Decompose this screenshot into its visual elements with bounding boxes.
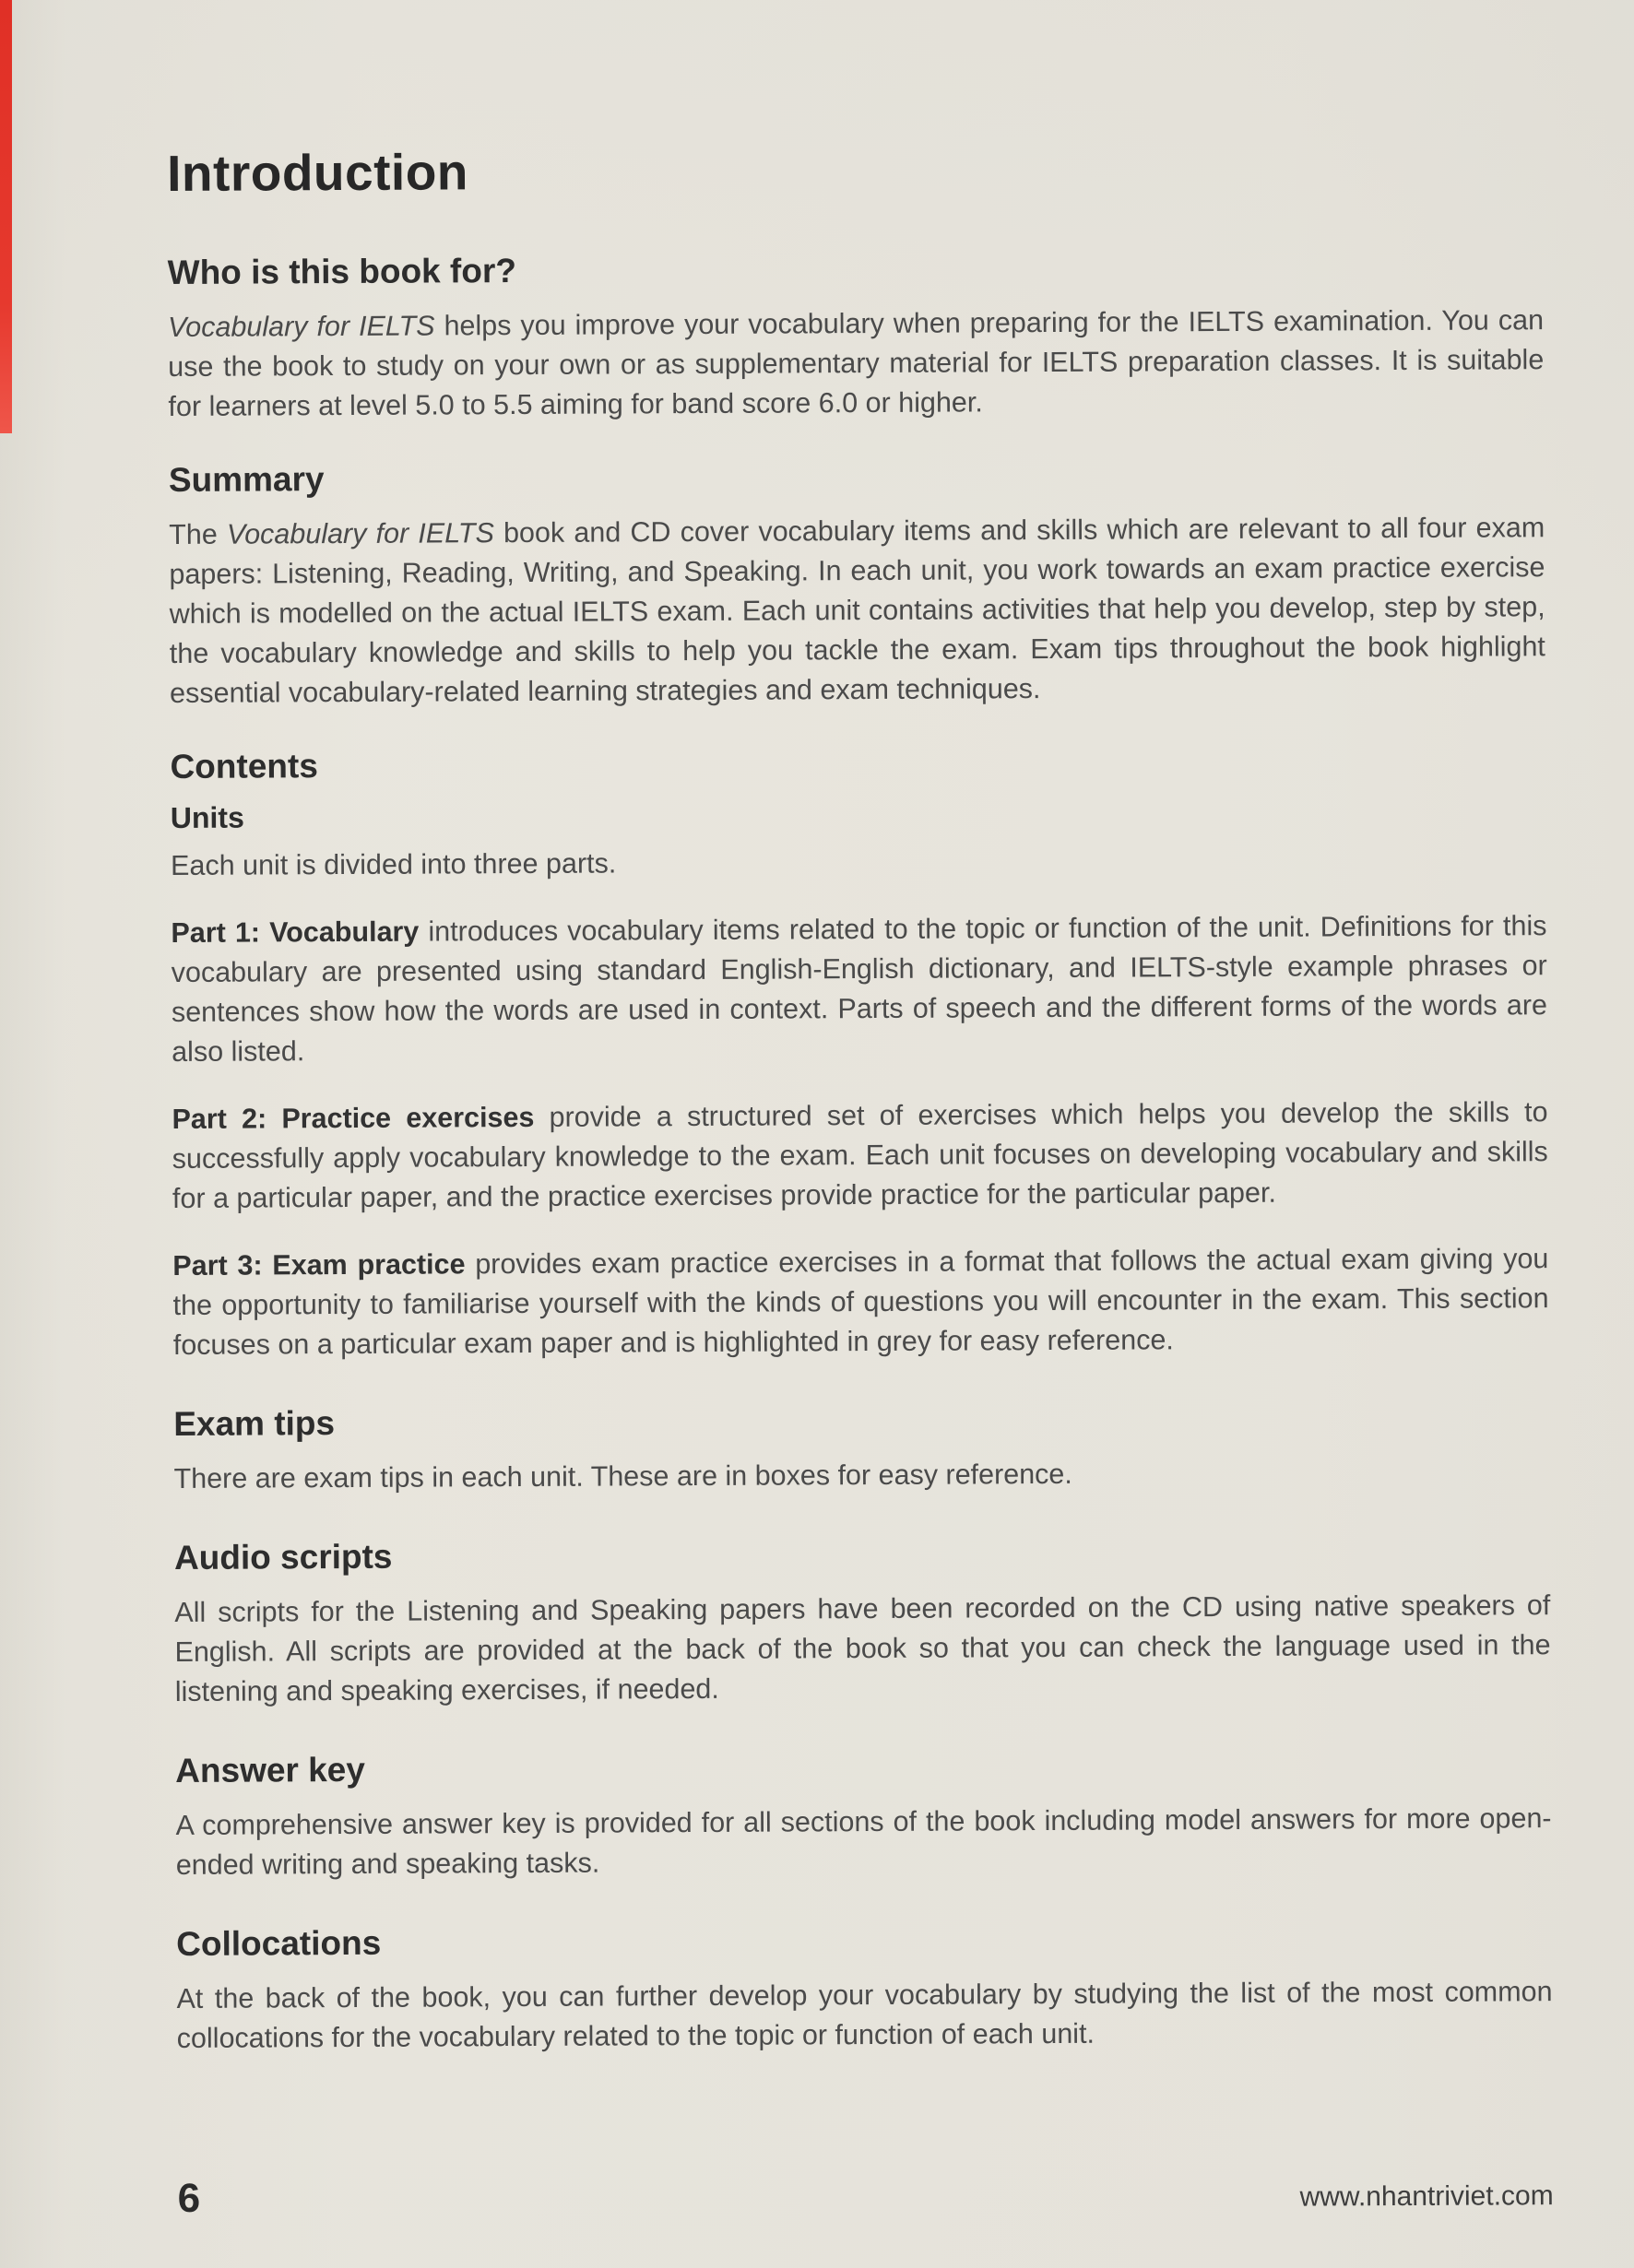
subsection-heading-units: Units — [170, 800, 244, 834]
scan-red-edge-strip — [0, 0, 12, 433]
section-exam-tips — [173, 1397, 1550, 1499]
section-heading-collocations: Collocations — [176, 1923, 382, 1963]
section-collocations — [176, 1917, 1553, 2059]
section-summary — [169, 453, 1545, 714]
section-contents — [170, 739, 1548, 1365]
units-intro-text: Each unit is divided into three parts. — [171, 847, 617, 881]
who-book-title-italic: Vocabulary for IELTS — [167, 310, 435, 343]
part1-label: Part 1: Vocabulary — [171, 915, 420, 949]
who-paragraph — [168, 301, 1545, 427]
section-heading-exam-tips: Exam tips — [173, 1404, 336, 1443]
answer-key-text: A comprehensive answer key is provided for all sections of the book including model answers for more open-ended writing and speaking tasks. — [175, 1802, 1552, 1881]
section-heading-audio-scripts: Audio scripts — [173, 1537, 393, 1577]
page-content — [167, 138, 1554, 2268]
section-heading-summary: Summary — [168, 460, 325, 499]
summary-paragraph — [169, 508, 1545, 714]
summary-paragraph-pre: The — [169, 518, 228, 550]
section-heading-who: Who is this book for? — [167, 252, 517, 291]
part2-paragraph — [172, 1093, 1548, 1219]
collocations-text: At the back of the book, you can further develop your vocabulary by studying the list of the most common collocations for the vocabulary related to the topic or function of each unit. — [176, 1976, 1553, 2054]
audio-scripts-text: All scripts for the Listening and Speaking papers have been recorded on the CD using native speakers of English. All scripts are provided at the back of the book so that you can check the language used in the listening and speaking exercises, if needed. — [174, 1589, 1551, 1707]
part1-paragraph — [171, 906, 1547, 1072]
who-paragraph-text: helps you improve your vocabulary when preparing for the IELTS examination. You can use the book to study on your own or as supplementary material for IELTS preparation classes. It is suitable for learners at level 5.0 to 5.5 aiming for band score 6.0 or higher. — [168, 304, 1545, 422]
exam-tips-text: There are exam tips in each unit. These are in boxes for easy reference. — [173, 1458, 1072, 1494]
part2-label: Part 2: Practice exercises — [172, 1101, 535, 1135]
part1-paragraph-text: introduces vocabulary items related to the topic or function of the unit. Definitions for this vocabulary are presented using standard English-English dictionary, and IELTS-style example phrases or sentences show how the words are used in context. Parts of speech and the different forms of the words are also listed. — [171, 910, 1547, 1068]
page-number: 6 — [177, 2175, 201, 2221]
part3-paragraph-text: provides exam practice exercises in a format that follows the actual exam giving you the opportunity to familiarise yourself with the kinds of questions you will encounter in the exam. This section focuses on a particular exam paper and is highlighted in grey for easy reference. — [172, 1243, 1549, 1361]
part3-paragraph — [172, 1239, 1549, 1365]
footer-url: www.nhantriviet.com — [1299, 2180, 1554, 2213]
summary-book-title-italic: Vocabulary for IELTS — [226, 517, 494, 550]
part2-paragraph-text: provide a structured set of exercises which helps you develop the skills to successfully apply vocabulary knowledge to the exam. Each unit focuses on developing vocabulary and skills for a particular paper, and the practice exercises provide practice for the particular paper. — [172, 1096, 1548, 1214]
section-heading-contents: Contents — [170, 747, 318, 786]
section-heading-answer-key: Answer key — [175, 1750, 366, 1790]
section-answer-key — [175, 1743, 1552, 1885]
page-title: Introduction — [166, 143, 469, 202]
section-who-is-this-book-for — [168, 245, 1545, 427]
part3-label: Part 3: Exam practice — [172, 1248, 466, 1282]
page-footer — [178, 2168, 1554, 2222]
summary-paragraph-text: book and CD cover vocabulary items and skills which are relevant to all four exam papers: Listening, Reading, Writing, and Speaking. In each unit, you work towards an exam practice exercise which is modelled on the actual IELTS exam. Each unit contains activities that help you develop, step by step, the vocabulary knowledge and skills to help you tackle the exam. Exam tips throughout the book highlight essential vocabulary-related learning strategies and exam techniques. — [169, 512, 1545, 709]
section-audio-scripts — [174, 1530, 1551, 1712]
